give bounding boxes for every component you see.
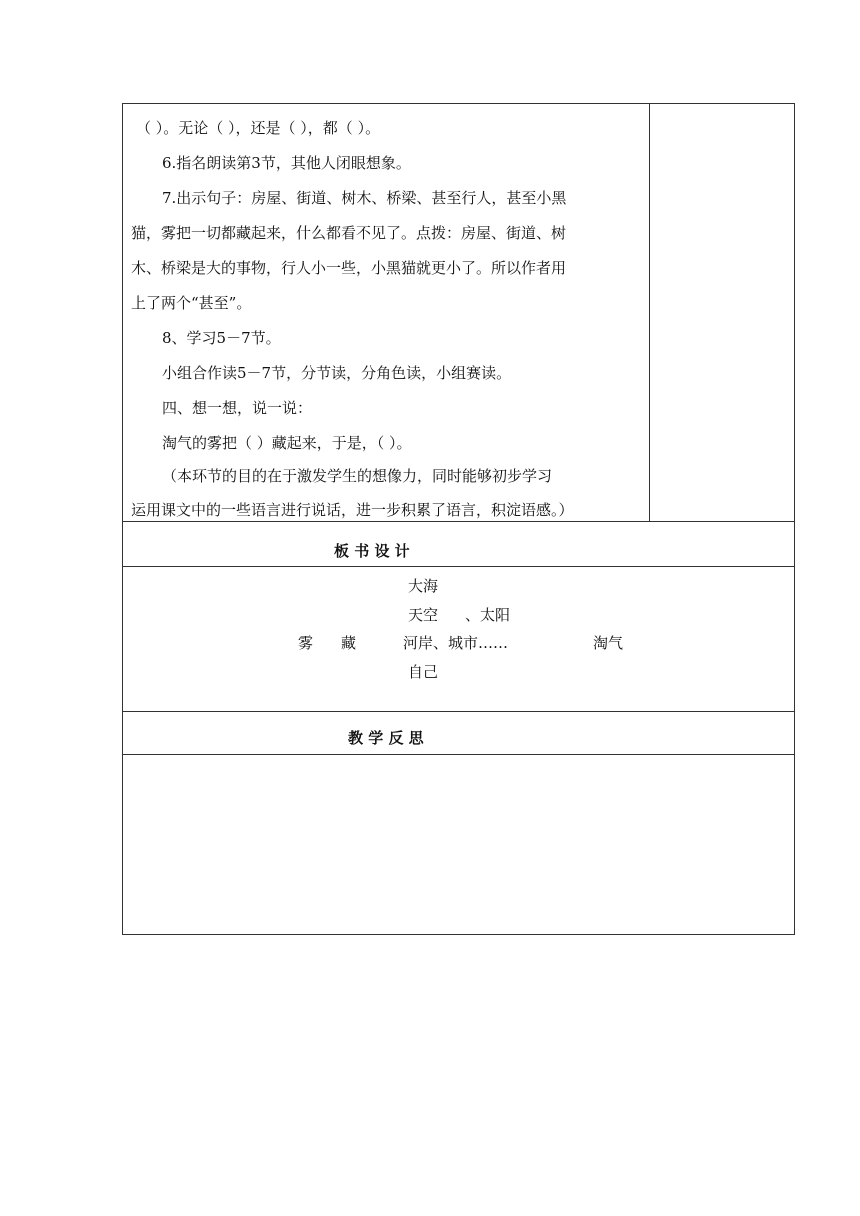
board-item: 雾 — [298, 634, 314, 652]
board-item: 河岸、城市…… — [403, 634, 509, 652]
row-divider — [123, 566, 794, 567]
board-item: 淘气 — [593, 634, 624, 652]
lesson-line: 运用课文中的一些语言进行说话，进一步积累了语言，积淀语感。） — [131, 501, 574, 519]
row-divider — [123, 711, 794, 712]
teaching-reflection-title: 教 学 反 思 — [348, 729, 424, 747]
board-item: 天空 — [408, 606, 439, 624]
board-item: 藏 — [341, 634, 357, 652]
row-divider — [123, 754, 794, 755]
lesson-line: 8、学习5－7节。 — [162, 329, 281, 347]
lesson-line: 上了两个“甚至”。 — [131, 294, 252, 312]
lesson-line: 7.出示句子：房屋、街道、树木、桥梁、甚至行人，甚至小黑 — [162, 189, 567, 207]
row-divider — [123, 521, 794, 522]
column-divider — [649, 104, 650, 521]
board-item: 自己 — [408, 663, 439, 681]
lesson-line: 四、想一想，说一说： — [162, 399, 313, 417]
lesson-line: 淘气的雾把（ ）藏起来，于是，（ ）。 — [162, 434, 412, 452]
board-design-title: 板 书 设 计 — [334, 542, 410, 560]
lesson-line: 猫，雾把一切都藏起来，什么都看不见了。点拨：房屋、街道、树 — [131, 224, 567, 242]
lesson-line: 木、桥梁是大的事物，行人小一些，小黑猫就更小了。所以作者用 — [131, 259, 567, 277]
lesson-line: （本环节的目的在于激发学生的想像力，同时能够初步学习 — [162, 467, 553, 485]
board-item: 、太阳 — [465, 606, 511, 624]
lesson-line: 小组合作读5－7节，分节读，分角色读，小组赛读。 — [162, 364, 512, 382]
lesson-line: 6.指名朗读第3节，其他人闭眼想象。 — [162, 154, 411, 172]
board-item: 大海 — [408, 577, 439, 595]
lesson-line: （ ）。无论（ ），还是（ ），都（ ）。 — [136, 119, 381, 137]
